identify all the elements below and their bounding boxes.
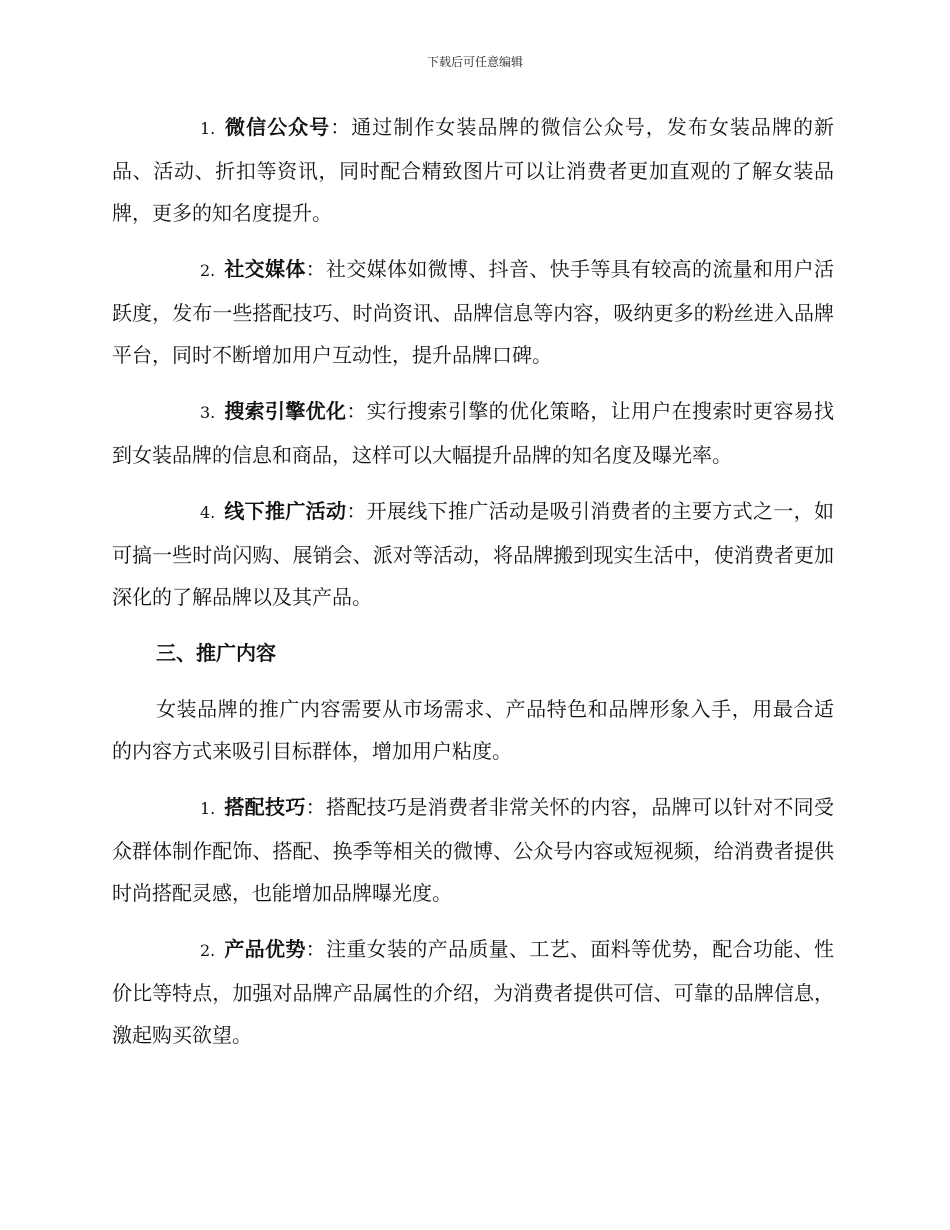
list-item-text: ：社交媒体如微博、抖音、快手等具有较高的流量和用户活跃度，发布一些搭配技巧、时尚资讯、品牌信息等内容，吸纳更多的粉丝进入品牌平台，同时不断增加用户互动性，提升品牌口碑。 [112,257,835,367]
list-item-text: ：注重女装的产品质量、工艺、面料等优势，配合功能、性价比等特点，加强对品牌产品属性的介绍，为消费者提供可信、可靠的品牌信息，激起购买欲望。 [112,937,835,1047]
list-item-text: ：开展线下推广活动是吸引消费者的主要方式之一，如可搞一些时尚闪购、展销会、派对等活动，将品牌搬到现实生活中，使消费者更加深化的了解品牌以及其产品。 [112,499,835,609]
list-item [112,390,834,476]
list-item-text: ：实行搜索引擎的优化策略，让用户在搜索时更容易找到女装品牌的信息和商品，这样可以大幅提升品牌的知名度及曝光率。 [112,399,835,467]
list-item-text: ：搭配技巧是消费者非常关怀的内容，品牌可以针对不同受众群体制作配饰、搭配、换季等相关的微博、公众号内容或短视频，给消费者提供时尚搭配灵感，也能增加品牌曝光度。 [112,795,835,905]
page-header: 下载后可任意编辑 [426,55,523,69]
list-item-term: 社交媒体 [224,257,306,281]
list-item-term: 产品优势 [224,937,306,961]
list-item-text: ：通过制作女装品牌的微信公众号，发布女装品牌的新品、活动、折扣等资讯，同时配合精致图片可以让消费者更加直观的了解女装品牌，更多的知名度提升。 [112,115,835,225]
list-item [112,786,834,914]
list-item-term: 搜索引擎优化 [224,399,347,423]
section-heading: 三、推广内容 [156,641,276,665]
list-item-term: 微信公众号 [224,115,331,139]
list-item-term: 线下推广活动 [224,499,347,523]
section-intro: 女装品牌的推广内容需要从市场需求、产品特色和品牌形象入手，用最合适的内容方式来吸引目标群体，增加用户粘度。 [112,697,834,763]
list-item-term: 搭配技巧 [224,795,306,819]
list-item-number: 2. [200,261,216,280]
list-item-number: 4. [200,503,216,522]
list-item [112,928,834,1056]
list-item-number: 1. [200,119,216,138]
document-body [112,106,834,1070]
list-item [112,106,834,234]
list-item-number: 2. [200,941,216,960]
list-item [112,490,834,618]
list-item-number: 1. [200,799,216,818]
list-item-number: 3. [200,403,216,422]
list-item [112,248,834,376]
